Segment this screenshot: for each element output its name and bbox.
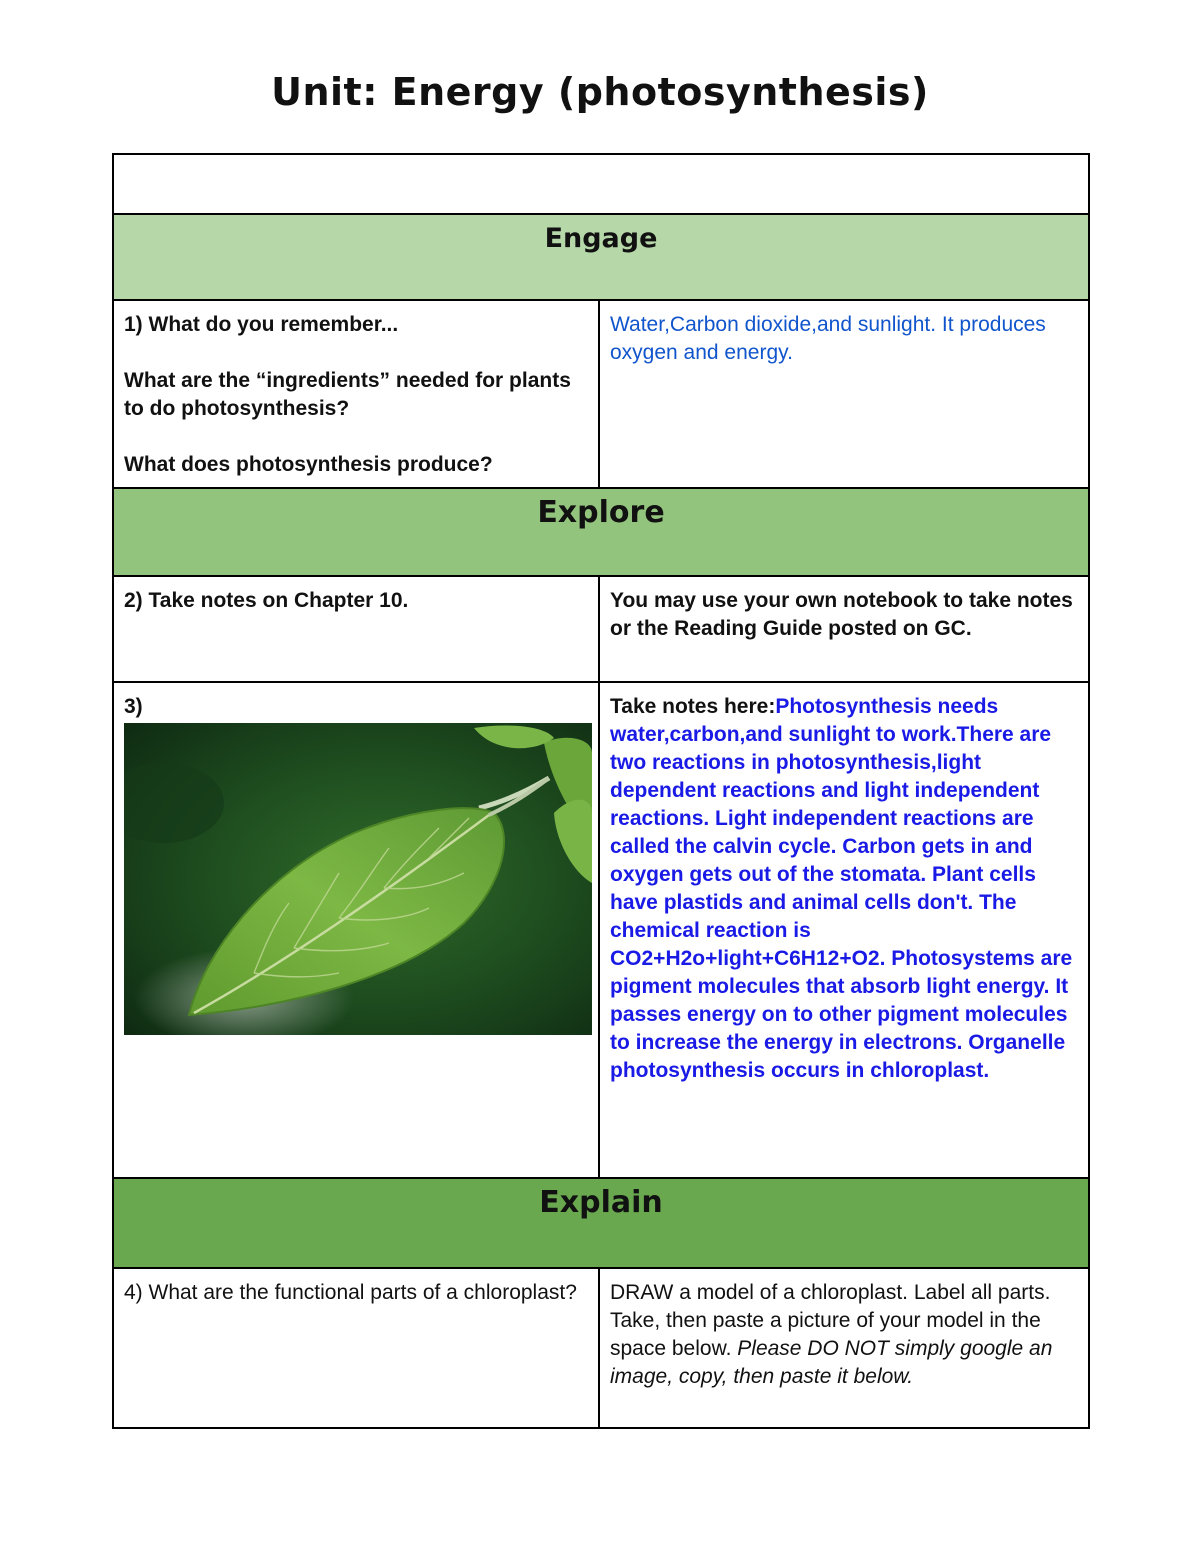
notes-lead-label: Take notes here: [610, 695, 776, 718]
question-1-line-2: What are the “ingredients” needed for plants to do photosynthesis? [124, 369, 571, 420]
section-engage: Engage [113, 214, 1089, 300]
question-1-answer-cell[interactable] [599, 300, 1089, 488]
blank-header-row [113, 154, 1089, 214]
page-title: Unit: Energy (photosynthesis) [271, 70, 929, 114]
question-3-notes-cell[interactable] [599, 682, 1089, 1178]
question-4-instructions-cell[interactable] [599, 1268, 1089, 1428]
question-1-line-1: 1) What do you remember... [124, 313, 399, 336]
question-4-prompt-cell [113, 1268, 599, 1428]
question-2-prompt-cell [113, 576, 599, 682]
question-1-answer[interactable]: Water,Carbon dioxide,and sunlight. It produces oxygen and energy. [610, 313, 1046, 364]
section-explain: Explain [113, 1178, 1089, 1268]
question-3-image-cell [113, 682, 599, 1178]
question-2-instructions: You may use your own notebook to take notes or the Reading Guide posted on GC. [610, 589, 1073, 640]
instructions-text: DRAW a model of a chloroplast. Label all parts. Take, then paste a picture of your model in the space below. [610, 1281, 1051, 1360]
question-2-prompt: 2) Take notes on Chapter 10. [124, 589, 409, 612]
question-2-instructions-cell [599, 576, 1089, 682]
notes-text[interactable]: Photosynthesis needs water,carbon,and sunlight to work.There are two reactions in photosynthesis,light dependent reactions and light independent reactions. Light independent reactions are called the calvin cycle. Carbon gets in and oxygen gets out of the stomata. Plant cells have plastids and animal cells don't. The chemical reaction is CO2+H2o+light+C6H12+O2. Photosystems are pigment molecules that absorb light energy. It passes energy on to other pigment molecules to increase the energy in electrons. Organelle photosynthesis occurs in chloroplast. [610, 695, 1073, 1082]
blank-cell[interactable] [113, 154, 1089, 214]
question-1-row [113, 300, 1089, 488]
question-4-prompt: 4) What are the functional parts of a chloroplast? [124, 1281, 577, 1304]
section-explore: Explore [113, 488, 1089, 576]
question-3-notes[interactable] [610, 693, 1078, 1085]
question-3-row [113, 682, 1089, 1178]
question-4-instructions [610, 1279, 1078, 1391]
question-1-prompt [113, 300, 599, 488]
question-1-line-3: What does photosynthesis produce? [124, 453, 493, 476]
instructions-italic-text: Please DO NOT simply google an image, copy, then paste it below. [610, 1337, 1053, 1388]
question-2-row [113, 576, 1089, 682]
question-4-row [113, 1268, 1089, 1428]
leaf-photo [124, 723, 592, 1035]
worksheet-table [112, 153, 1090, 1429]
question-3-number: 3) [124, 695, 143, 718]
